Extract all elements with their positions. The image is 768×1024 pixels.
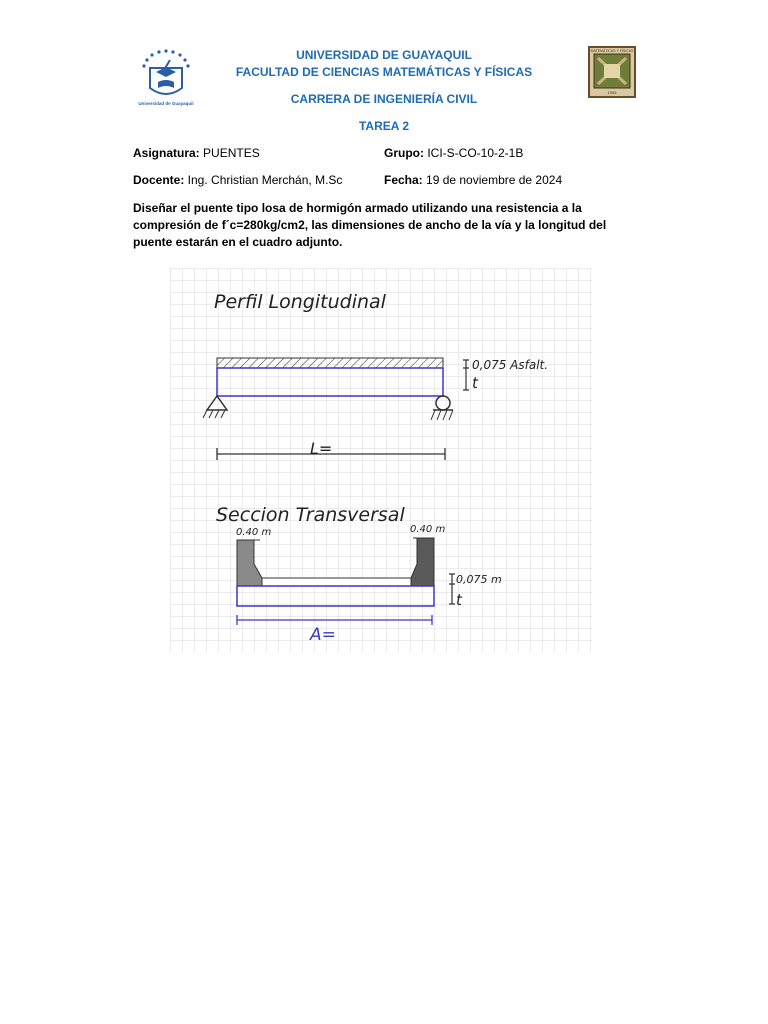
section-asphalt: [262, 578, 411, 586]
profile-thickness-label: t: [472, 374, 478, 392]
length-label: L=: [310, 439, 333, 458]
date-label: Fecha:: [384, 173, 423, 187]
section-asphalt-label: 0,075 m: [456, 573, 502, 586]
section-title: Seccion Transversal: [216, 504, 405, 526]
faculty-seal: [588, 46, 636, 98]
section-thickness-label: t: [456, 591, 462, 609]
bridge-sketch: [170, 268, 592, 652]
curb-right-label: 0.40 m: [410, 524, 446, 535]
subject-label: Asignatura:: [133, 146, 200, 160]
svg-text:Universidad de Guayaquil: Universidad de Guayaquil: [138, 101, 194, 106]
group-line: [384, 146, 523, 160]
teacher-label: Docente:: [133, 173, 185, 187]
faculty-name: FACULTAD DE CIENCIAS MATEMÁTICAS Y FÍSICAS: [235, 65, 533, 79]
date-value: 19 de noviembre de 2024: [422, 173, 563, 187]
university-name: UNIVERSIDAD DE GUAYAQUIL: [296, 48, 472, 62]
svg-text:MATEMÁTICAS Y FÍSICAS: MATEMÁTICAS Y FÍSICAS: [590, 49, 634, 53]
profile-asphalt-label: 0,075 Asfalt.: [472, 358, 549, 372]
subject-value: PUENTES: [199, 146, 260, 160]
width-label: A=: [310, 625, 336, 645]
assignment-title: TAREA 2: [358, 119, 409, 133]
date-line: [384, 173, 562, 187]
asphalt-layer: [217, 358, 443, 368]
profile-title: Perfil Longitudinal: [214, 291, 386, 313]
curb-left-label: 0.40 m: [236, 527, 272, 538]
teacher-line: [133, 173, 342, 187]
assignment-prompt: Diseñar el puente tipo losa de hormigón armado utilizando una resistencia a la compresión de f´c=280kg/cm2, las dimensiones de ancho de la vía y la longitud del puente estarán en el cuadro adjunto.: [133, 201, 607, 249]
group-value: ICI-S-CO-10-2-1B: [424, 146, 524, 160]
group-label: Grupo:: [384, 146, 424, 160]
career-name: CARRERA DE INGENIERÍA CIVIL: [290, 92, 478, 106]
subject-line: [133, 146, 260, 160]
svg-text:1955: 1955: [607, 90, 617, 95]
teacher-value: Ing. Christian Merchán, M.Sc: [184, 173, 343, 187]
